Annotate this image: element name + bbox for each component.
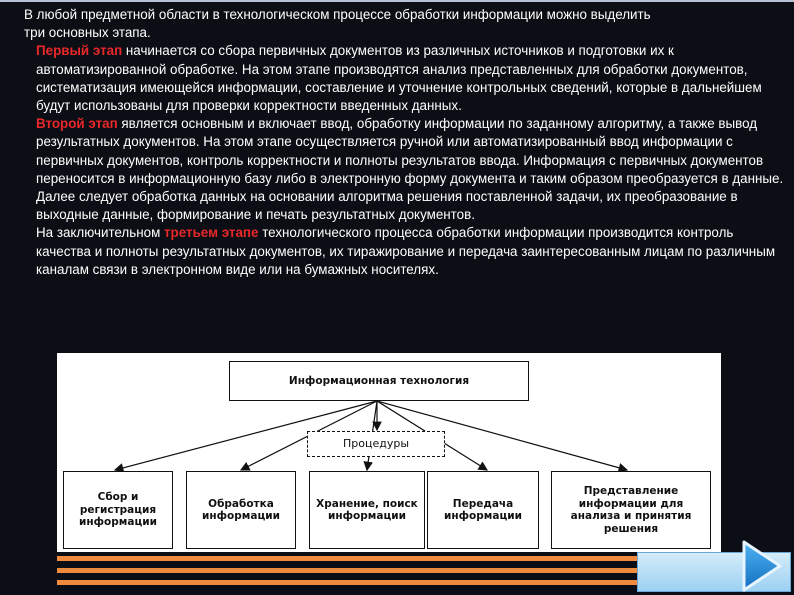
accent-bar-1	[57, 556, 637, 561]
stage-3-prefix: На заключительном	[36, 225, 164, 241]
arrow-right-icon[interactable]	[736, 538, 786, 594]
diagram-procedures-box: Процедуры	[307, 431, 445, 457]
information-technology-diagram	[57, 353, 721, 552]
lecture-text	[24, 6, 790, 279]
accent-bar-2	[57, 568, 637, 573]
diagram-root-box: Информационная технология	[229, 361, 529, 401]
top-divider-line	[0, 0, 794, 2]
diagram-leaf-presentation: Представление информации для анализа и принятия решения	[551, 471, 711, 549]
diagram-leaf-processing: Обработка информации	[186, 471, 296, 549]
intro-line-1: В любой предметной области в технологическом процессе обработки информации можно выделить	[24, 7, 651, 22]
stage-1-text: начинается со сбора первичных документов из различных источников и подготовки их к автоматизированной обработке. На этом этапе производятся анализ представленных для обработки документов, систематизация имеющейся информации, составление и уточнение контрольных сведений, которые в дальнейшем будут использованы для проверки корректности введенных данных.	[36, 43, 762, 114]
paragraph-stage-3	[24, 224, 790, 279]
diagram-leaf-collection: Сбор и регистрация информации	[63, 471, 173, 549]
stage-3-label: третьем этапе	[164, 225, 259, 241]
diagram-leaf-storage: Хранение, поиск информации	[309, 471, 425, 549]
paragraph-stage-1	[24, 42, 790, 115]
stage-2-text: является основным и включает ввод, обработку информации по заданному алгоритму, а также вывод результатных документов. На этом этапе осуществляется ручной или автоматизированный ввод информации с первичных документов, контроль корректности и полноты результатов ввода. Информация с первичных документов переносится в информационную базу либо в электронную форму документа и таким образом преобразуется в данные. Далее следует обработка данных на основании алгоритма решения поставленной задачи, их преобразование в выходные данные, формирование и печать результатных документов.	[36, 116, 784, 223]
intro-line-2: три основных этапа.	[24, 25, 151, 41]
accent-bar-3	[57, 580, 637, 585]
paragraph-stage-2	[24, 115, 790, 224]
stage-1-label: Первый этап	[36, 43, 123, 59]
diagram-leaf-transfer: Передача информации	[427, 471, 539, 549]
stage-2-label: Второй этап	[36, 116, 118, 132]
stage-3-text: технологического процесса обработки информации производится контроль качества и полноты результатных документов, их тиражирование и передача заинтересованным лицам по различным каналам связи в электронном виде или на бумажных носителях.	[36, 225, 776, 277]
